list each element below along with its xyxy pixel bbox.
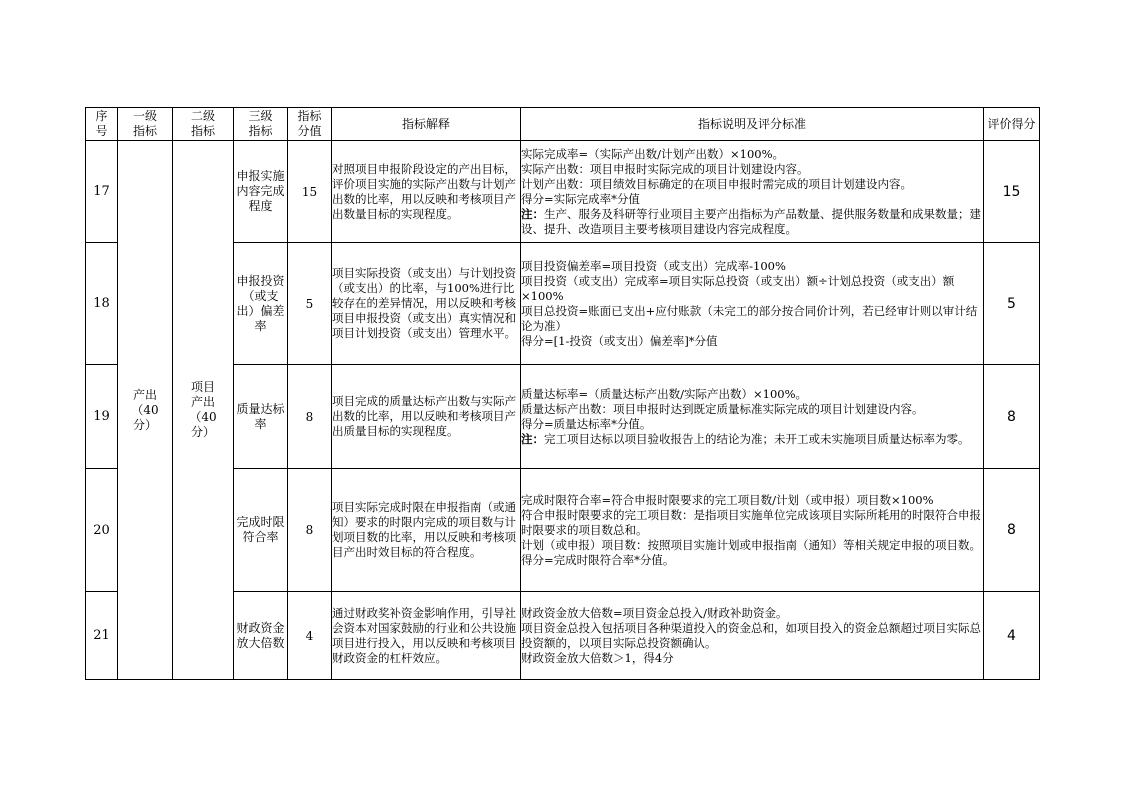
scoring-criteria: [521, 469, 984, 592]
criteria-line: 质量达标率=（质量达标产出数/实际产出数）×100%。: [521, 386, 808, 401]
criteria-line: 财政资金放大倍数=项目资金总投入/财政补助资金。: [521, 605, 788, 620]
row-number: 20: [86, 469, 118, 592]
indicator-explanation: 对照项目申报阶段设定的产出目标，评价项目实施的实际产出数与计划产出数的比率，用以反映和考核项目产出数量目标的实现程度。: [332, 141, 521, 243]
level3-indicator: 申报实施内容完成程度: [234, 141, 288, 243]
scoring-criteria: [521, 592, 984, 680]
scoring-criteria: [521, 243, 984, 365]
evaluation-table: [85, 107, 1040, 680]
indicator-weight: 8: [288, 469, 332, 592]
criteria-line: 财政资金放大倍数＞1，得4分: [521, 650, 674, 665]
criteria-line: 质量达标产出数：项目申报时达到既定质量标准实际完成的项目计划建设内容。: [521, 401, 924, 416]
criteria-note: [521, 207, 983, 237]
criteria-line: 得分=质量达标率*分值。: [521, 416, 652, 431]
note-label: 注：: [521, 206, 544, 221]
header-weight: 指标分值: [288, 108, 332, 141]
criteria-note: [521, 432, 983, 447]
indicator-explanation: 项目实际完成时限在申报指南（或通知）要求的时限内完成的项目数与计划项目数的比率，用以反映和考核项目产出时效目标的符合程度。: [332, 469, 521, 592]
note-text: 完工项目达标以项目验收报告上的结论为准；未开工或未实施项目质量达标率为零。: [544, 431, 970, 446]
criteria-line: 得分=实际完成率*分值: [521, 191, 640, 206]
header-score: 评价得分: [984, 108, 1040, 141]
level3-indicator: 完成时限符合率: [234, 469, 288, 592]
criteria-line: 项目总投资=账面已支出+应付账款（未完工的部分按合同价计列，若已经审计则以审计结论为准）: [521, 303, 978, 333]
criteria-line: 符合申报时限要求的完工项目数：是指项目实施单位完成该项目实际所耗用的时限符合申报时限要求的项目数总和。: [521, 507, 981, 537]
evaluation-score: 5: [984, 243, 1040, 365]
criteria-line: 得分=[1-投资（或支出）偏差率]*分值: [521, 333, 718, 348]
note-label: 注：: [521, 431, 544, 446]
level3-indicator: 财政资金放大倍数: [234, 592, 288, 680]
criteria-line: 项目投资（或支出）完成率=项目实际总投资（或支出）额÷计划总投资（或支出）额×100%: [521, 273, 955, 303]
criteria-line: 计划产出数：项目绩效目标确定的在项目申报时需完成的项目计划建设内容。: [521, 176, 912, 191]
header-row: [86, 108, 1040, 141]
level3-indicator: 申报投资（或支出）偏差率: [234, 243, 288, 365]
indicator-explanation: 项目完成的质量达标产出数与实际产出数的比率，用以反映和考核项目产出质量目标的实现程度。: [332, 365, 521, 469]
header-description: 指标说明及评分标准: [521, 108, 984, 141]
row-number: 19: [86, 365, 118, 469]
scoring-criteria: [521, 365, 984, 469]
level3-indicator: 质量达标率: [234, 365, 288, 469]
header-level3: 三级指标: [234, 108, 288, 141]
indicator-weight: 8: [288, 365, 332, 469]
header-explanation: 指标解释: [332, 108, 521, 141]
criteria-line: 实际完成率=（实际产出数/计划产出数）×100%。: [521, 146, 785, 161]
indicator-explanation: 通过财政奖补资金影响作用，引导社会资本对国家鼓励的行业和公共设施项目进行投入，用以反映和考核项目财政资金的杠杆效应。: [332, 592, 521, 680]
header-level2: 二级指标: [173, 108, 234, 141]
evaluation-score: 8: [984, 469, 1040, 592]
criteria-line: 项目资金总投入包括项目各种渠道投入的资金总和，如项目投入的资金总额超过项目实际总投资额的，以项目实际总投资额确认。: [521, 620, 981, 650]
indicator-weight: 15: [288, 141, 332, 243]
table-row: [86, 141, 1040, 243]
evaluation-score: 4: [984, 592, 1040, 680]
level1-indicator: 产出（40分）: [118, 141, 173, 680]
header-seq: 序号: [86, 108, 118, 141]
criteria-line: 得分=完成时限符合率*分值。: [521, 552, 675, 567]
criteria-line: 计划（或申报）项目数：按照项目实施计划或申报指南（通知）等相关规定申报的项目数。: [521, 537, 981, 552]
level2-indicator: 项目产出（40分）: [173, 141, 234, 680]
indicator-explanation: 项目实际投资（或支出）与计划投资（或支出）的比率，与100%进行比较存在的差异情况，用以反映和考核项目申报投资（或支出）真实情况和项目计划投资（或支出）管理水平。: [332, 243, 521, 365]
row-number: 18: [86, 243, 118, 365]
criteria-line: 实际产出数：项目申报时实际完成的项目计划建设内容。: [521, 161, 809, 176]
indicator-weight: 4: [288, 592, 332, 680]
note-text: 生产、服务及科研等行业项目主要产出指标为产品数量、提供服务数量和成果数量；建设、提升、改造项目主要考核项目建设内容完成程度。: [521, 206, 981, 236]
criteria-line: 项目投资偏差率=项目投资（或支出）完成率-100%: [521, 258, 786, 273]
row-number: 21: [86, 592, 118, 680]
row-number: 17: [86, 141, 118, 243]
indicator-weight: 5: [288, 243, 332, 365]
scoring-criteria: [521, 141, 984, 243]
criteria-line: 完成时限符合率=符合申报时限要求的完工项目数/计划（或申报）项目数×100%: [521, 492, 934, 507]
header-level1: 一级指标: [118, 108, 173, 141]
evaluation-score: 8: [984, 365, 1040, 469]
evaluation-score: 15: [984, 141, 1040, 243]
